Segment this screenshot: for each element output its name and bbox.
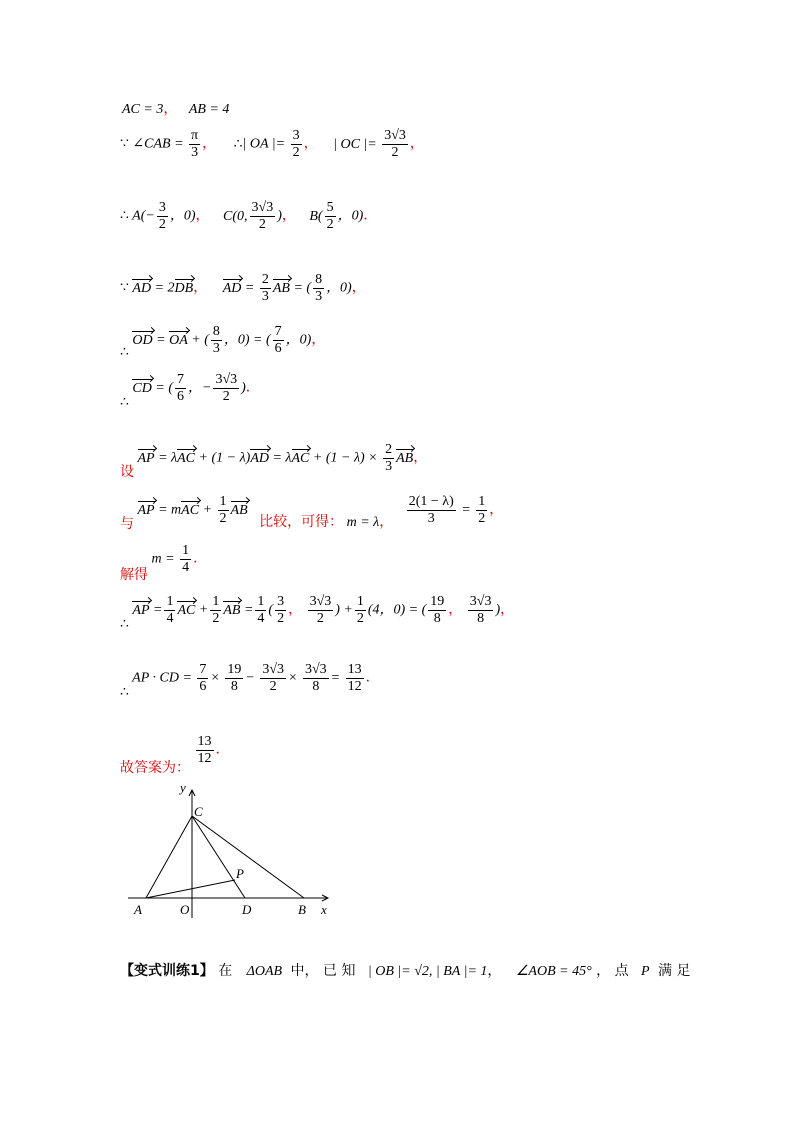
line-set-ap — [120, 442, 428, 480]
line-solve — [120, 543, 208, 583]
vector-ad: AD — [222, 280, 242, 296]
line-with-ap — [120, 494, 504, 532]
vector-ac: AC — [181, 502, 200, 518]
mid-text: + (1 − λ) — [198, 450, 251, 466]
answer-line — [120, 734, 230, 776]
paren: ( — [268, 602, 274, 618]
oa-abs: | OA |= — [242, 136, 286, 152]
answer-label: 故答案为： — [120, 759, 190, 776]
equals: = — [156, 332, 166, 348]
therefore-symbol: ∴ — [120, 616, 129, 632]
comma: ， — [193, 279, 208, 296]
label-with: 与 — [120, 515, 134, 532]
vector-od: OD — [132, 332, 153, 348]
fraction: $\frac{2}{3}$ — [385, 442, 393, 474]
comma: ， — [303, 135, 318, 152]
vector-ap: AP — [137, 502, 155, 518]
m-equals-lambda: m = λ — [346, 514, 380, 530]
comma: ， — [409, 135, 424, 152]
comma: ， — [500, 601, 515, 618]
period: ． — [363, 207, 378, 224]
mid-text: + (1 − λ) × — [312, 450, 378, 466]
vector-db: DB — [174, 280, 194, 296]
fraction: $\frac{2}{3}$ — [261, 272, 269, 304]
text: 在 — [218, 963, 233, 979]
close-plus: ) + — [335, 602, 353, 618]
point-c-end: ) — [277, 208, 282, 224]
coord-end: ) — [495, 602, 501, 618]
vector-ap: AP — [137, 450, 155, 466]
fraction: $\frac{2(1 - \lambda)}{3}$ — [408, 494, 454, 526]
fraction: $\frac{7}{6}$ — [199, 662, 207, 694]
fraction: $\frac{8}{3}$ — [212, 324, 220, 356]
point-b: B( — [309, 208, 323, 224]
because-symbol: ∵ — [120, 280, 129, 296]
fraction: $\frac{3√3}{2}$ — [309, 594, 332, 626]
therefore-symbol: ∴ — [120, 684, 129, 700]
fraction: $\frac{3√3}{8}$ — [304, 662, 327, 694]
fraction: $\frac{19}{8}$ — [430, 594, 445, 626]
comma: ， — [288, 601, 303, 618]
fraction: $\frac{3√3}{2}$ — [262, 662, 285, 694]
fraction: $\frac{1}{4}$ — [166, 594, 174, 626]
y-axis-arrow — [189, 790, 195, 796]
period: ． — [215, 741, 230, 758]
line-ad-db — [120, 272, 366, 305]
line-dot-product — [120, 662, 380, 700]
fraction: $\frac{1}{4}$ — [257, 594, 265, 626]
fraction: $\frac{3√3}{8}$ — [469, 594, 492, 626]
comma: ， — [163, 101, 178, 117]
equals: = ( — [293, 280, 312, 296]
fraction-3-2: $\frac{3}{2}$ — [292, 128, 300, 160]
therefore-symbol: ∴ — [120, 344, 129, 360]
exercise-tag: 【变式训练1】 — [120, 963, 214, 979]
comma: ， — [202, 135, 217, 152]
label-set: 设 — [120, 463, 134, 480]
vector-ab: AB — [396, 450, 414, 466]
point-p: P — [641, 964, 650, 979]
m-equals: m = — [151, 551, 175, 567]
plus: + ( — [191, 332, 209, 348]
period: ． — [365, 669, 380, 686]
vector-ad: AD — [132, 280, 152, 296]
coord-end: ，0) — [285, 332, 312, 348]
period: ． — [245, 379, 260, 396]
fraction: $\frac{1}{2}$ — [212, 594, 220, 626]
because-symbol: ∵ — [120, 136, 129, 152]
vector-cd: CD — [132, 380, 152, 396]
equals: = λ — [272, 450, 292, 466]
comma: ， — [413, 449, 428, 466]
fraction: $\frac{1}{2}$ — [356, 594, 364, 626]
vector-ab: AB — [272, 280, 290, 296]
fraction: $\frac{1}{4}$ — [182, 543, 190, 575]
exercise-line: 【变式训练1】 在 ΔOAB 中， 已 知 | OB |= √2, | BA |= 1， ∠AOB = 45° ， 点 P 满 足 — [120, 963, 691, 979]
condition: | OB |= √2, | BA |= 1 — [367, 964, 488, 979]
text: 中， 已 知 — [290, 963, 356, 979]
label-o: O — [180, 902, 190, 917]
equals: = — [243, 602, 254, 618]
text: ， 点 — [596, 963, 629, 979]
coord-text: (4，0) = ( — [367, 602, 427, 618]
fraction: $\frac{3}{2}$ — [158, 200, 166, 232]
label-a: A — [134, 902, 142, 917]
equals: = — [330, 670, 341, 686]
comma: ， — [311, 331, 326, 348]
label-c: C — [194, 804, 203, 819]
line-od — [120, 324, 326, 360]
times: × — [288, 670, 298, 686]
fraction: $\frac{3√3}{2}$ — [215, 372, 238, 404]
equals: = — [153, 602, 163, 618]
fraction-3sqrt3-2: $\frac{3√3}{2}$ — [384, 128, 406, 160]
equals: = 2 — [154, 280, 175, 296]
point-a: A(− — [132, 208, 155, 224]
fraction: $\frac{8}{3}$ — [315, 272, 323, 304]
segment-ac — [146, 816, 192, 898]
vector-ad: AD — [250, 450, 269, 466]
fraction-pi-3: $\frac{\pi}{3}$ — [191, 128, 199, 160]
comma: ， — [489, 501, 504, 518]
point-c: C(0, — [223, 208, 248, 224]
vector-ab: AB — [230, 502, 248, 518]
segment-cb — [192, 816, 304, 898]
mid-text: ，− — [187, 380, 212, 396]
line-coordinates — [120, 200, 377, 233]
vector-ac: AC — [177, 450, 196, 466]
fraction: $\frac{7}{6}$ — [176, 372, 184, 404]
equals: = m — [158, 502, 182, 518]
coord-end: ，0) — [326, 280, 352, 296]
period: ． — [193, 550, 208, 567]
point-b-end: ，0) — [337, 208, 364, 224]
dot-product: AP · CD = — [132, 670, 192, 686]
angle-cab: ∠CAB = — [132, 136, 184, 152]
line-cd — [120, 372, 260, 410]
line-angle-oa-oc — [120, 128, 424, 161]
answer-fraction: $\frac{13}{12}$ — [197, 734, 212, 766]
fraction: $\frac{3√3}{2}$ — [251, 200, 274, 232]
equals: = ( — [155, 380, 173, 396]
point-a-end: ，0) — [169, 208, 196, 224]
angle-aob: ∠AOB = 45° — [515, 964, 592, 979]
vector-ap: AP — [132, 602, 150, 618]
fraction: $\frac{3}{2}$ — [277, 594, 285, 626]
minus: − — [245, 670, 255, 686]
ab-value: AB = 4 — [188, 102, 230, 117]
triangle-oab: ΔOAB — [246, 964, 283, 979]
times: × — [210, 670, 220, 686]
comma: ， — [281, 207, 296, 224]
fraction: $\frac{19}{8}$ — [227, 662, 242, 694]
label-x: x — [321, 902, 327, 917]
therefore-symbol: ∴ — [120, 394, 129, 410]
vector-oa: OA — [169, 332, 188, 348]
text: 满 足 — [658, 963, 691, 979]
comma: ， — [351, 279, 366, 296]
equals: = — [244, 280, 255, 296]
comma: ， — [379, 513, 394, 530]
label-b: B — [298, 902, 306, 917]
plus: + — [198, 602, 209, 618]
fraction: $\frac{13}{12}$ — [347, 662, 362, 694]
fraction: $\frac{1}{2}$ — [478, 494, 486, 526]
label-d: D — [242, 902, 252, 917]
segment-ap — [146, 880, 235, 898]
comma: ， — [448, 601, 463, 618]
equals: = λ — [158, 450, 178, 466]
coord-end: ) — [241, 380, 246, 396]
oc-abs: | OC |= — [333, 136, 377, 152]
label-solve: 解得 — [120, 566, 148, 583]
therefore-symbol: ∴ — [233, 136, 243, 152]
therefore-symbol: ∴ — [120, 208, 129, 224]
fraction: $\frac{5}{2}$ — [326, 200, 334, 232]
compare-text: 比较，可得： — [259, 513, 344, 530]
label-y: y — [180, 780, 186, 795]
vector-ab: AB — [223, 602, 241, 618]
vector-ac: AC — [291, 450, 310, 466]
label-p: P — [236, 866, 244, 881]
fraction: $\frac{7}{6}$ — [274, 324, 282, 356]
line-ap-result — [120, 594, 515, 632]
line-ac-ab — [122, 98, 229, 118]
fraction: $\frac{1}{2}$ — [219, 494, 227, 526]
comma: ， — [195, 207, 210, 224]
x-axis-arrow — [322, 895, 328, 901]
mid-text: ，0) = ( — [223, 332, 271, 348]
plus: + — [202, 502, 213, 518]
equals: = — [461, 502, 471, 518]
ac-value: AC = 3 — [122, 102, 164, 117]
segment-cd — [192, 816, 245, 898]
vector-ac: AC — [177, 602, 196, 618]
